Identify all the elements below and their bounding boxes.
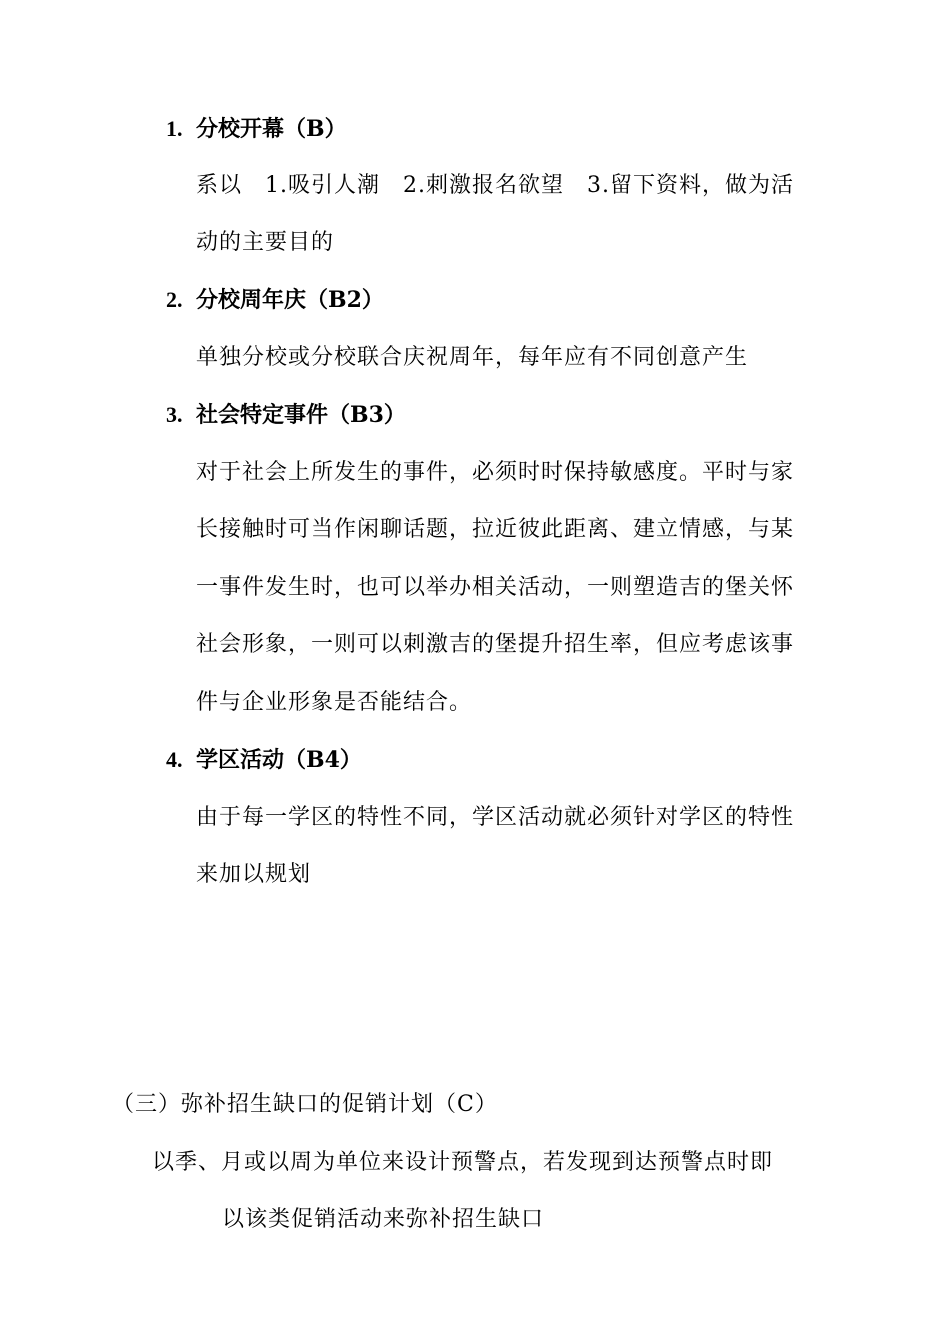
section-line-2: 以该类促销活动来弥补招生缺口 <box>222 1207 545 1232</box>
item-2-heading <box>166 285 384 315</box>
item-2-title: 分校周年庆（B2） <box>196 287 384 313</box>
item-4-line-1: 由于每一学区的特性不同，学区活动就必须针对学区的特性 <box>196 805 795 830</box>
item-2-line-1: 单独分校或分校联合庆祝周年，每年应有不同创意产生 <box>196 345 749 370</box>
item-3-line-3: 一事件发生时，也可以举办相关活动，一则塑造吉的堡关怀 <box>196 575 795 600</box>
item-3-title: 社会特定事件（B3） <box>196 402 406 428</box>
item-3-heading <box>166 400 406 430</box>
item-4-title: 学区活动（B4） <box>196 747 362 773</box>
item-3-line-5: 件与企业形象是否能结合。 <box>196 690 473 715</box>
item-1-heading <box>166 114 347 144</box>
item-1-line-1: 系以 1.吸引人潮 2.刺激报名欲望 3.留下资料，做为活 <box>196 173 794 198</box>
item-3-line-1: 对于社会上所发生的事件，必须时时保持敏感度。平时与家 <box>196 460 795 485</box>
item-1-title: 分校开幕（B） <box>196 116 347 142</box>
item-4-heading <box>166 745 362 775</box>
item-4-line-2: 来加以规划 <box>196 862 312 887</box>
item-3-line-4: 社会形象，一则可以刺激吉的堡提升招生率，但应考虑该事 <box>196 632 795 657</box>
section-line-1: 以季、月或以周为单位来设计预警点，若发现到达预警点时即 <box>152 1150 774 1175</box>
item-4-number: 4. <box>166 747 183 772</box>
item-3-line-2: 长接触时可当作闲聊话题，拉近彼此距离、建立情感，与某 <box>196 517 795 542</box>
item-1-line-2: 动的主要目的 <box>196 230 335 255</box>
item-1-number: 1. <box>166 116 183 141</box>
item-3-number: 3. <box>166 402 183 427</box>
item-2-number: 2. <box>166 287 183 312</box>
section-title: （三）弥补招生缺口的促销计划（C） <box>112 1092 498 1117</box>
